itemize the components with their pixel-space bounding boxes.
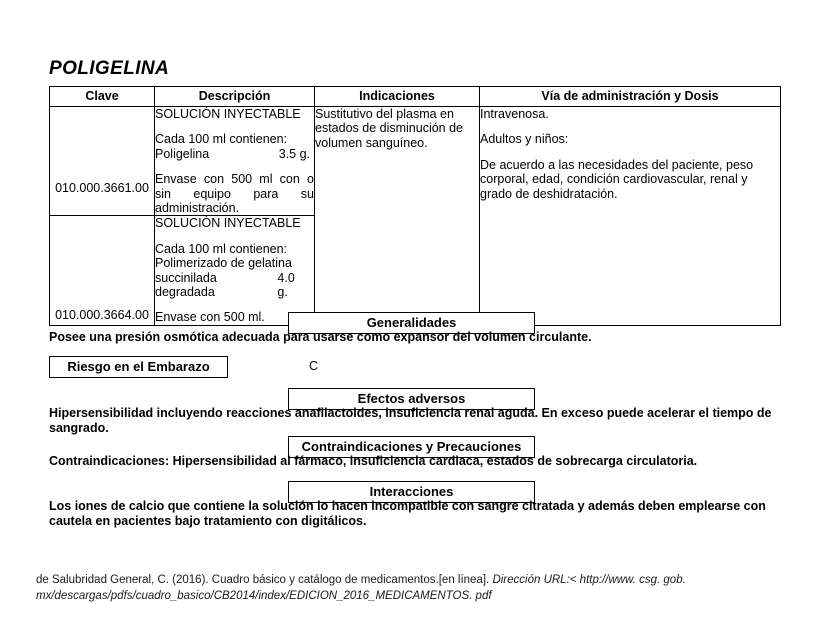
cell-clave-2 bbox=[50, 216, 155, 325]
section-body-contraindicaciones: Contraindicaciones: Hipersensibilidad al fármaco, insuficiencia cardiaca, estados de sobrecarga circulatoria. bbox=[49, 454, 698, 468]
composition-label: Cada 100 ml contienen: bbox=[155, 241, 288, 256]
ingredient-name-line1: Polimerizado de gelatina bbox=[155, 256, 292, 271]
column-header-via-administracion: Vía de administración y Dosis bbox=[480, 87, 781, 107]
citation-url-path: mx/descargas/pdfs/cuadro_basico/CB2014/index/EDICION_2016_MEDICAMENTOS. pdf bbox=[36, 590, 492, 602]
section-header-interacciones: Interacciones bbox=[288, 481, 535, 503]
dosage-form-label: SOLUCIÓN INYECTABLE bbox=[155, 107, 301, 121]
clave-code-value: 010.000.3661.00 bbox=[55, 181, 149, 196]
citation-url-label: Dirección URL:< http://www. csg. gob. bbox=[492, 574, 686, 586]
column-header-clave: Clave bbox=[50, 87, 155, 107]
section-header-riesgo-embarazo: Riesgo en el Embarazo bbox=[49, 356, 228, 378]
column-header-descripcion: Descripción bbox=[155, 87, 315, 107]
section-body-generalidades: Posee una presión osmótica adecuada para usarse como expansor del volumen circulante. bbox=[49, 330, 592, 344]
section-body-efectos-adversos: Hipersensibilidad incluyendo reacciones anafilactoides, insuficiencia renal aguda. En exceso puede acelerar el tiempo de sangrado. bbox=[49, 406, 772, 435]
packaging-text: Envase con 500 ml con o sin equipo para su administración. bbox=[155, 172, 314, 216]
ingredient-line bbox=[155, 271, 314, 300]
table-header-row bbox=[50, 87, 781, 107]
cell-indicaciones bbox=[315, 107, 480, 326]
medication-table bbox=[49, 86, 781, 326]
section-header-generalidades: Generalidades bbox=[288, 312, 535, 334]
ingredient-line bbox=[155, 147, 314, 161]
population-text: Adultos y niños: bbox=[480, 132, 569, 147]
ingredient-amount: 4.0 g. bbox=[277, 270, 295, 300]
page-title: POLIGELINA bbox=[49, 58, 170, 79]
route-text: Intravenosa. bbox=[480, 107, 549, 121]
cell-descripcion-1 bbox=[155, 107, 315, 216]
table-row bbox=[50, 107, 781, 216]
citation-footer bbox=[36, 572, 736, 604]
cell-descripcion-2 bbox=[155, 216, 315, 325]
composition-label: Cada 100 ml contienen: bbox=[155, 132, 288, 147]
indicaciones-text: Sustitutivo del plasma en estados de disminución de volumen sanguíneo. bbox=[315, 107, 464, 150]
section-header-efectos-adversos: Efectos adversos bbox=[288, 388, 535, 410]
cell-clave-1 bbox=[50, 107, 155, 216]
section-body-interacciones: Los iones de calcio que contiene la solución lo hacen incompatible con sangre citratada y además deben emplearse con cautela en pacientes bajo tratamiento con digitálicos. bbox=[49, 499, 766, 528]
dosing-text: De acuerdo a las necesidades del paciente, peso corporal, edad, condición cardiovascular, renal y grado de deshidratación. bbox=[480, 157, 754, 201]
packaging-text: Envase con 500 ml. bbox=[155, 310, 265, 325]
ingredient-name-line2: succinilada degradada bbox=[155, 270, 217, 300]
ingredient-amount: 3.5 g. bbox=[278, 146, 310, 161]
ingredient-name: Poligelina bbox=[155, 146, 210, 161]
column-header-indicaciones: Indicaciones bbox=[315, 87, 480, 107]
dosage-form-label: SOLUCIÓN INYECTABLE bbox=[155, 216, 301, 231]
cell-via-administracion bbox=[480, 107, 781, 326]
section-header-contraindicaciones: Contraindicaciones y Precauciones bbox=[288, 436, 535, 458]
citation-text-plain: de Salubridad General, C. (2016). Cuadro básico y catálogo de medicamentos.[en línea]. bbox=[36, 574, 493, 586]
clave-code-value: 010.000.3664.00 bbox=[55, 307, 149, 322]
riesgo-embarazo-value: C bbox=[309, 359, 319, 373]
